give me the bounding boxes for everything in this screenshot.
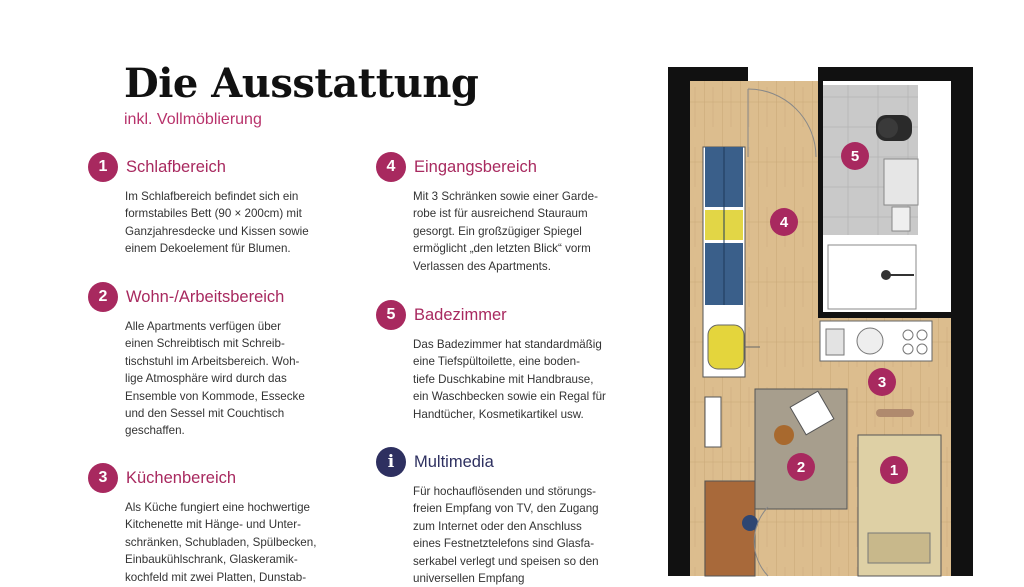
text-line: gesorgt. Ein großzügiger Spiegel [413, 224, 582, 238]
section-number-badge: 4 [376, 152, 406, 182]
text-line: tischstuhl im Arbeitsbereich. Woh- [125, 354, 300, 368]
section-schlafbereich [88, 152, 323, 258]
text-line: Das Badezimmer hat standardmäßig [413, 338, 602, 351]
text-line: kochfeld mit zwei Platten, Dunstab- [125, 570, 307, 584]
text-line: Einbaukühlschrank, Glaskeramik- [125, 553, 298, 567]
plan-marker-1: 1 [880, 456, 908, 484]
section-number-badge: 2 [88, 282, 118, 312]
text-line: Handtücher, Kosmetikartikel usw. [413, 407, 584, 421]
plan-marker-2: 2 [787, 453, 815, 481]
text-line: universellen Empfang [413, 572, 525, 586]
text-line: Mit 3 Schränken sowie einer Garde- [413, 190, 598, 203]
text-line: Ensemble von Kommode, Essecke [125, 389, 305, 403]
section-title: Schlafbereich [126, 157, 226, 176]
section-number-badge: 1 [88, 152, 118, 182]
plan-marker-3: 3 [868, 368, 896, 396]
text-line: einem Dekoelement für Blumen. [125, 242, 291, 256]
section-text [125, 499, 340, 586]
text-line: einen Schreibtisch mit Schreib- [125, 337, 285, 351]
text-line: eines Festnetztelefons sind Glasfa- [413, 537, 595, 551]
text-line: tiefe Duschkabine mit Handbrause, [413, 372, 594, 386]
sink-icon [884, 159, 918, 205]
plan-marker-5: 5 [841, 142, 869, 170]
text-line: Ganzjahresdecke und Kissen sowie [125, 224, 309, 238]
text-line: lige Atmosphäre wird durch das [125, 372, 287, 386]
text-line: Im Schlafbereich befindet sich ein [125, 190, 299, 203]
text-line: robe ist für ausreichend Stauraum [413, 207, 588, 221]
text-line: Als Küche fungiert eine hochwertige [125, 501, 310, 514]
text-line: freien Empfang von TV, den Zugang [413, 502, 599, 516]
plan-marker-4: 4 [770, 208, 798, 236]
section-text [125, 188, 340, 258]
text-line: schränken, Schubladen, Spülbecken, [125, 535, 317, 549]
text-line: ermöglicht „den letzten Blick“ vorm [413, 242, 591, 256]
text-line: und den Sessel mit Couchtisch [125, 407, 285, 421]
info-icon: i [376, 447, 406, 477]
section-multimedia [376, 447, 611, 587]
section-title: Eingangsbereich [414, 157, 537, 176]
section-number-badge: 3 [88, 463, 118, 493]
shower-icon [828, 245, 916, 309]
page-subtitle: inkl. Vollmöblierung [124, 111, 262, 128]
section-text [413, 336, 628, 423]
text-line: Alle Apartments verfügen über [125, 320, 281, 333]
text-line: ein Waschbecken sowie ein Regal für [413, 390, 606, 404]
section-title: Multimedia [414, 452, 494, 471]
section-title: Wohn-/Arbeitsbereich [126, 287, 285, 306]
section-text [413, 483, 628, 587]
section-kuechenbereich [88, 463, 323, 586]
text-line: geschaffen. [125, 424, 185, 438]
floor-plan-drawing [668, 67, 973, 576]
coffee-table [774, 425, 794, 445]
text-line: serkabel verlegt und speisen so den [413, 554, 599, 568]
text-line: Kitchenette mit Hänge- und Unter- [125, 518, 301, 532]
text-line: formstabiles Bett (90 × 200cm) mit [125, 207, 302, 221]
section-title: Badezimmer [414, 305, 507, 324]
dresser [705, 397, 721, 447]
text-line: Verlassen des Apartments. [413, 259, 551, 273]
text-line: zum Internet oder den Anschluss [413, 519, 582, 533]
section-wohnbereich [88, 282, 323, 440]
section-text [125, 318, 340, 440]
armchair [708, 325, 744, 369]
text-line: eine Tiefspültoilette, eine boden- [413, 355, 580, 369]
section-text [413, 188, 628, 275]
floor-plan [668, 67, 973, 576]
page-title: Die Ausstattung [124, 60, 479, 107]
section-title: Küchenbereich [126, 468, 237, 487]
section-eingangsbereich [376, 152, 611, 275]
shelf [876, 409, 914, 417]
section-number-badge: 5 [376, 300, 406, 330]
section-badezimmer [376, 300, 611, 423]
text-line: Für hochauflösenden und störungs- [413, 485, 597, 498]
